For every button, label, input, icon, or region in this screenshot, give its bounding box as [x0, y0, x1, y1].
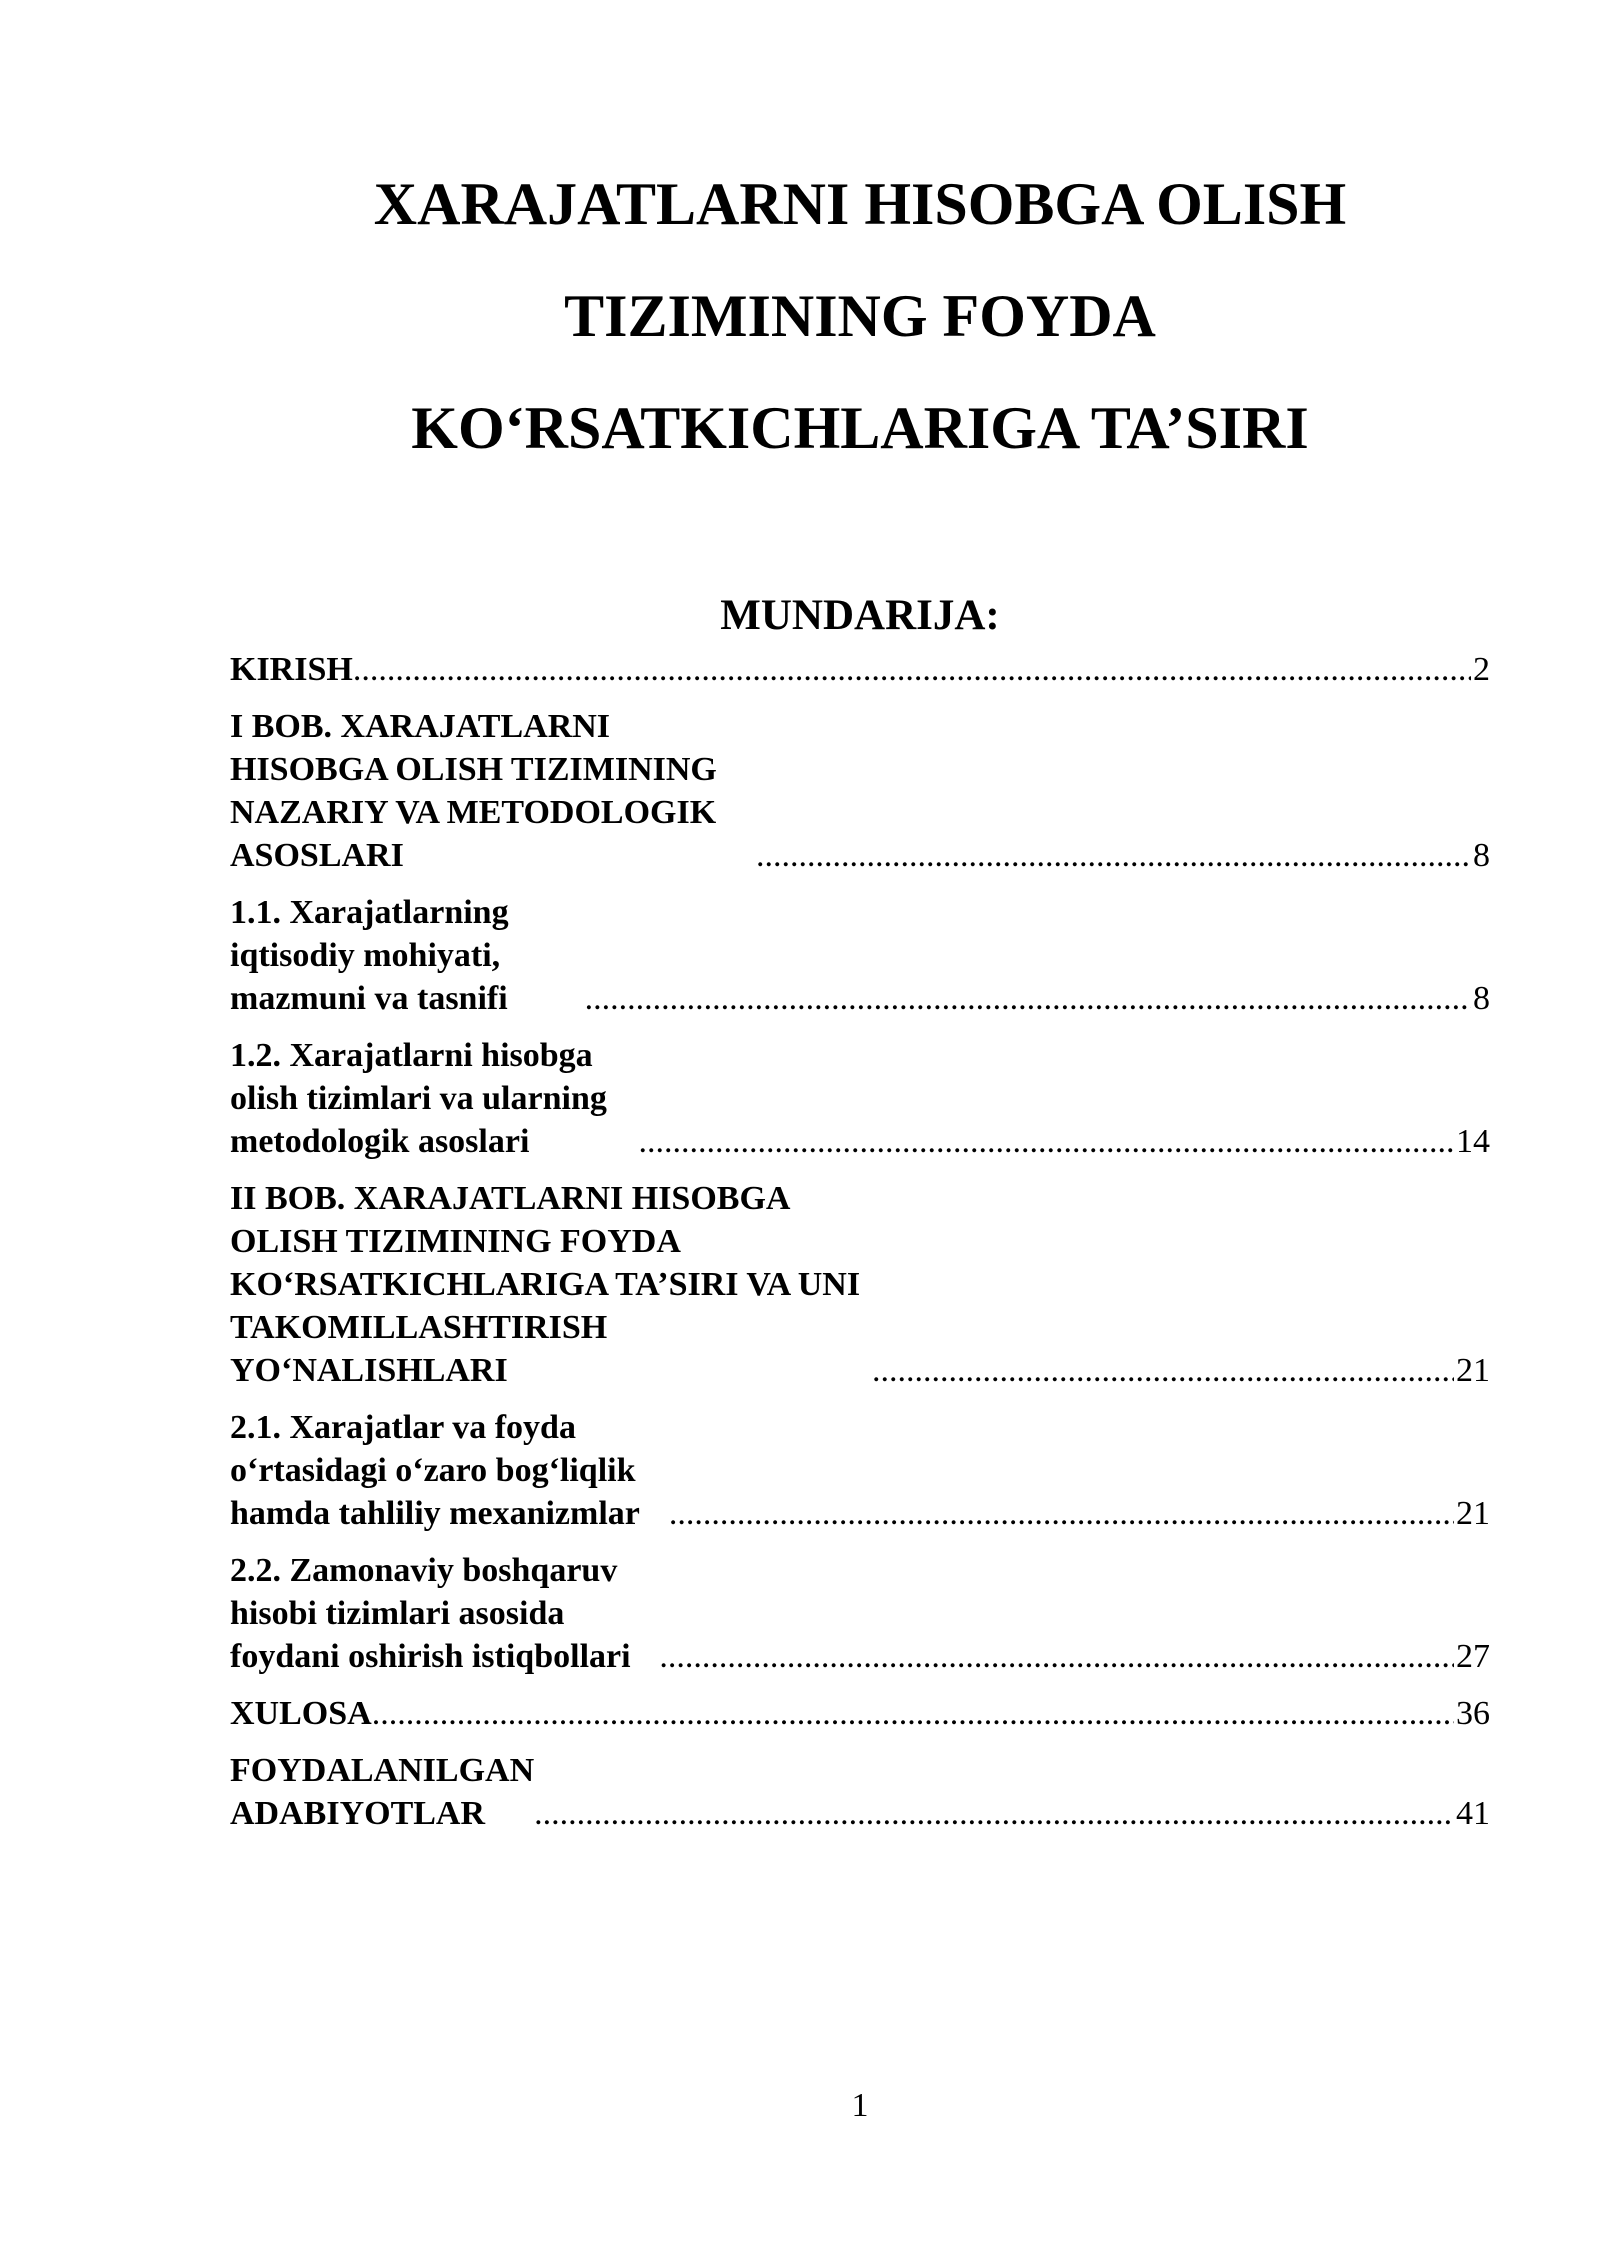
- toc-entry-page: 21: [1456, 1352, 1490, 1389]
- toc-entry-title: 2.2. Zamonaviy boshqaruv hisobi tizimlari asosida foydani oshirish istiqbollari: [230, 1552, 631, 1675]
- toc-entry-title: I BOB. XARAJATLARNI HISOBGA OLISH TIZIMINING NAZARIY VA METODOLOGIK ASOSLARI: [230, 708, 717, 874]
- toc-entry-section-2-1[interactable]: [230, 1406, 1490, 1535]
- toc-leader-dots: [872, 1349, 1454, 1392]
- table-of-contents: [230, 648, 1490, 1849]
- toc-entry-title: 1.1. Xarajatlarning iqtisodiy mohiyati, mazmuni va tasnifi: [230, 894, 509, 1017]
- toc-entry-section-1-2[interactable]: [230, 1034, 1490, 1163]
- toc-leader-dots: [585, 977, 1471, 1020]
- toc-entry-page: 8: [1473, 980, 1490, 1017]
- toc-entry-title: KIRISH: [230, 651, 353, 688]
- toc-leader-dots: [353, 648, 1471, 691]
- toc-leader-dots: [659, 1635, 1454, 1678]
- toc-leader-dots: [372, 1692, 1454, 1735]
- toc-entry-page: 27: [1456, 1638, 1490, 1675]
- toc-entry-page: 36: [1456, 1695, 1490, 1732]
- toc-leader-dots: [756, 834, 1471, 877]
- toc-entry-chapter-2[interactable]: [230, 1177, 1490, 1392]
- toc-entry-page: 8: [1473, 837, 1490, 874]
- title-line-3: KO‘RSATKICHLARIGA TA’SIRI: [411, 395, 1309, 461]
- toc-entry-page: 14: [1456, 1123, 1490, 1160]
- title-line-1: XARAJATLARNI HISOBGA OLISH: [373, 171, 1347, 237]
- toc-entry-page: 2: [1473, 651, 1490, 688]
- toc-entry-xulosa[interactable]: [230, 1692, 1490, 1735]
- toc-entry-page: 41: [1456, 1795, 1490, 1832]
- toc-entry-title: II BOB. XARAJATLARNI HISOBGA OLISH TIZIMINING FOYDA KO‘RSATKICHLARIGA TA’SIRI VA UNI TAKOMILLASHTIRISH YO‘NALISHLARI: [230, 1180, 861, 1389]
- document-title: [320, 148, 1400, 484]
- toc-entry-title: 1.2. Xarajatlarni hisobga olish tizimlari va ularning metodologik asoslari: [230, 1037, 607, 1160]
- toc-entry-section-1-1[interactable]: [230, 891, 1490, 1020]
- toc-entry-adabiyotlar[interactable]: [230, 1749, 1490, 1835]
- title-line-2: TIZIMINING FOYDA: [564, 283, 1156, 349]
- toc-entry-section-2-2[interactable]: [230, 1549, 1490, 1678]
- toc-entry-title: FOYDALANILGAN ADABIYOTLAR: [230, 1752, 535, 1832]
- toc-entry-chapter-1[interactable]: [230, 705, 1490, 877]
- toc-leader-dots: [669, 1492, 1454, 1535]
- toc-entry-title: 2.1. Xarajatlar va foyda o‘rtasidagi o‘zaro bog‘liqlik hamda tahliliy mexanizmlar: [230, 1409, 640, 1532]
- toc-entry-title: XULOSA: [230, 1695, 372, 1732]
- toc-leader-dots: [639, 1120, 1455, 1163]
- toc-leader-dots: [534, 1792, 1454, 1835]
- toc-entry-kirish[interactable]: [230, 648, 1490, 691]
- page-number: 1: [851, 2087, 869, 2124]
- toc-entry-page: 21: [1455, 1495, 1490, 1532]
- toc-heading: MUNDARIJA:: [720, 592, 1000, 639]
